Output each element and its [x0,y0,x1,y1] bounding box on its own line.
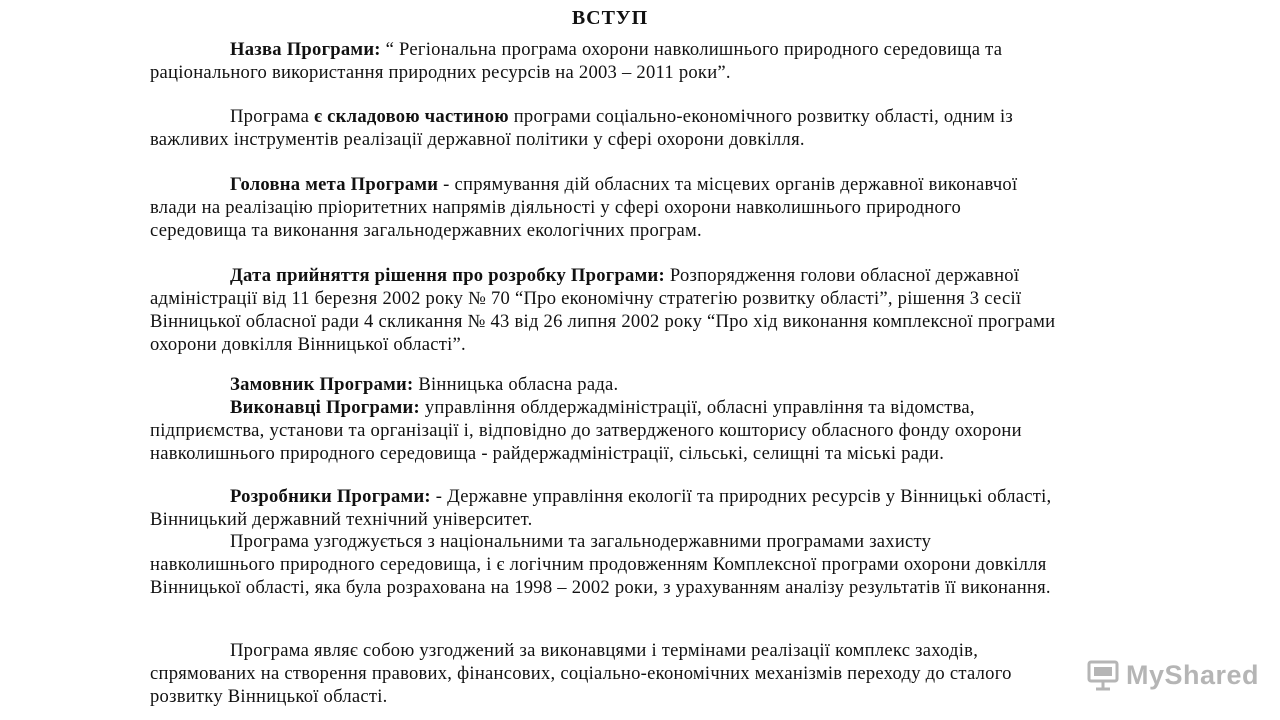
projector-screen-icon [1086,658,1120,692]
paragraph-body: “ Регіональна програма охорони навколишнього природного середовища та раціонального використання природних ресурсів на 2003 – 2011 роки”. [150,39,1003,84]
paragraph-summary [150,639,1060,708]
watermark [1086,655,1259,695]
paragraph-lead: Розробники Програми: [230,486,431,507]
paragraph-body: - Державне управління екології та природних ресурсів у Вінницькі області, Вінницький державний технічний університет. [150,486,1052,531]
paragraph-lead: Замовник Програми: [230,374,414,395]
document-title: ВСТУП [571,7,649,29]
paragraph-main-goal [150,173,1060,242]
paragraph-lead: Виконавці Програми: [230,397,420,418]
paragraph-body: програми соціально-економічного розвитку області, одним із важливих інструментів реалізації державної політики у сфері охорони довкілля. [150,106,1013,151]
paragraph-emphasis: є складовою частиною [314,106,509,127]
paragraph-program-name [150,38,1060,84]
paragraph-body: управління облдержадміністрації, обласні управління та відомства, підприємства, установи та організації і, відповідно до затвердженого кошторису обласного фонду охорони навколишнього природного середовища - райдержадміністрації, сільські, селищні та міські ради. [150,397,1022,465]
paragraph-lead: Дата прийняття рішення про розробку Програми: [230,265,665,286]
paragraph-coordination [150,530,1060,599]
paragraph-decision-date [150,264,1060,356]
paragraph-lead: Програма [230,106,314,127]
paragraph-body: Розпорядження голови обласної державної адміністрації від 11 березня 2002 року № 70 “Про економічну стратегію розвитку області”, рішення 3 сесії Вінницької обласної ради 4 скликання № 43 від 26 липня 2002 року “Про хід виконання комплексної програми охорони довкілля Вінницької області”. [150,265,1056,356]
paragraph-lead: Головна мета Програми [230,174,439,195]
paragraph-executors [150,396,1060,465]
watermark-text: MyShared [1126,659,1260,690]
paragraph-body: Програма узгоджується з національними та загальнодержавними програмами захисту навколишнього природного середовища, і є логічним продовженням Комплексної програми охорони довкілля Вінницької області, яка була розрахована на 1998 – 2002 роки, з урахуванням аналізу результатів її виконання. [150,531,1051,599]
paragraph-body: Програма являє собою узгоджений за виконавцями і термінами реалізації комплекс заходів, спрямованих на створення правових, фінансових, соціально-економічних механізмів переходу до сталого розвитку Вінницької області. [150,640,1012,708]
paragraph-lead: Назва Програми: [230,39,381,60]
paragraph-body: - спрямування дій обласних та місцевих органів державної виконавчої влади на реалізацію пріоритетних напрямів діяльності у сфері охорони навколишнього природного середовища та виконання загальнодержавних екологічних програм. [150,174,1018,242]
paragraph-body: Вінницька обласна рада. [413,374,619,395]
paragraph-developers [150,485,1060,531]
paragraph-customer [150,373,1060,396]
paragraph-program-part [150,105,1060,151]
